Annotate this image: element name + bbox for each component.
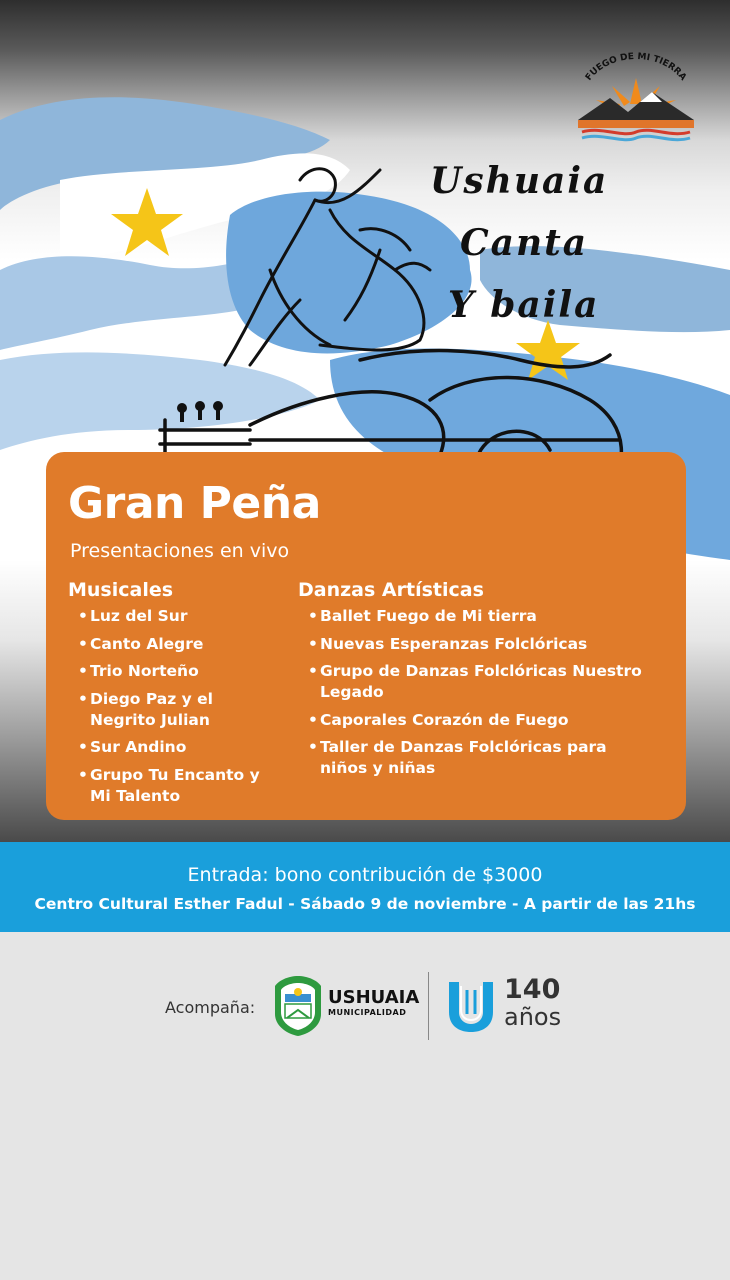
list-item: • Diego Paz y el Negrito Julian <box>68 689 278 731</box>
sun-mountain-logo-icon <box>572 48 700 146</box>
list-item: • Taller de Danzas Folclóricas para niños y niñas <box>298 737 658 779</box>
list-item: • Trio Norteño <box>68 661 278 682</box>
sponsor-footer <box>0 932 730 1280</box>
title-line-canta: Canta <box>460 222 589 264</box>
municipality-subtitle: MUNICIPALIDAD <box>328 1008 407 1017</box>
danzas-list <box>298 606 658 779</box>
panel-subtitle: Presentaciones en vivo <box>70 540 290 562</box>
title-line-ushuaia: Ushuaia <box>430 160 609 202</box>
list-item: • Nuevas Esperanzas Folclóricas <box>298 634 658 655</box>
anniversary-word: años <box>504 1003 562 1031</box>
anniversary-number: 140 <box>504 974 561 1005</box>
panel-title: Gran Peña <box>68 478 321 529</box>
list-item: • Ballet Fuego de Mi tierra <box>298 606 658 627</box>
musicales-list <box>68 606 278 807</box>
municipality-name: USHUAIA <box>328 987 420 1008</box>
entrada-text: Entrada: bono contribución de $3000 <box>187 864 543 886</box>
municipality-logo-text <box>328 988 419 1017</box>
danzas-heading: Danzas Artísticas <box>298 579 484 601</box>
list-item: • Luz del Sur <box>68 606 278 627</box>
ushuaia-u-logo-icon <box>447 980 495 1032</box>
blue-brush-lower-left <box>0 352 320 450</box>
footer-divider <box>428 972 429 1040</box>
svg-text:FUEGO DE MI TIERRA: FUEGO DE MI TIERRA <box>583 51 688 83</box>
event-title <box>430 150 720 336</box>
fuego-de-mi-tierra-logo <box>572 48 700 146</box>
list-item: • Canto Alegre <box>68 634 278 655</box>
musicales-column <box>68 578 278 813</box>
acompana-label: Acompaña: <box>165 998 256 1017</box>
list-item: • Sur Andino <box>68 737 278 758</box>
list-item: • Caporales Corazón de Fuego <box>298 710 658 731</box>
program-panel <box>46 452 686 820</box>
list-item: • Grupo Tu Encanto y Mi Talento <box>68 765 278 807</box>
municipality-shield-icon <box>273 974 323 1038</box>
info-band <box>0 842 730 932</box>
danzas-column <box>298 578 658 786</box>
list-item: • Grupo de Danzas Folclóricas Nuestro Legado <box>298 661 658 703</box>
title-line-y-baila: Y baila <box>448 284 600 326</box>
anniversary-text <box>504 976 561 1030</box>
musicales-heading: Musicales <box>68 579 174 601</box>
venue-date-text: Centro Cultural Esther Fadul - Sábado 9 de noviembre - A partir de las 21hs <box>34 895 696 913</box>
